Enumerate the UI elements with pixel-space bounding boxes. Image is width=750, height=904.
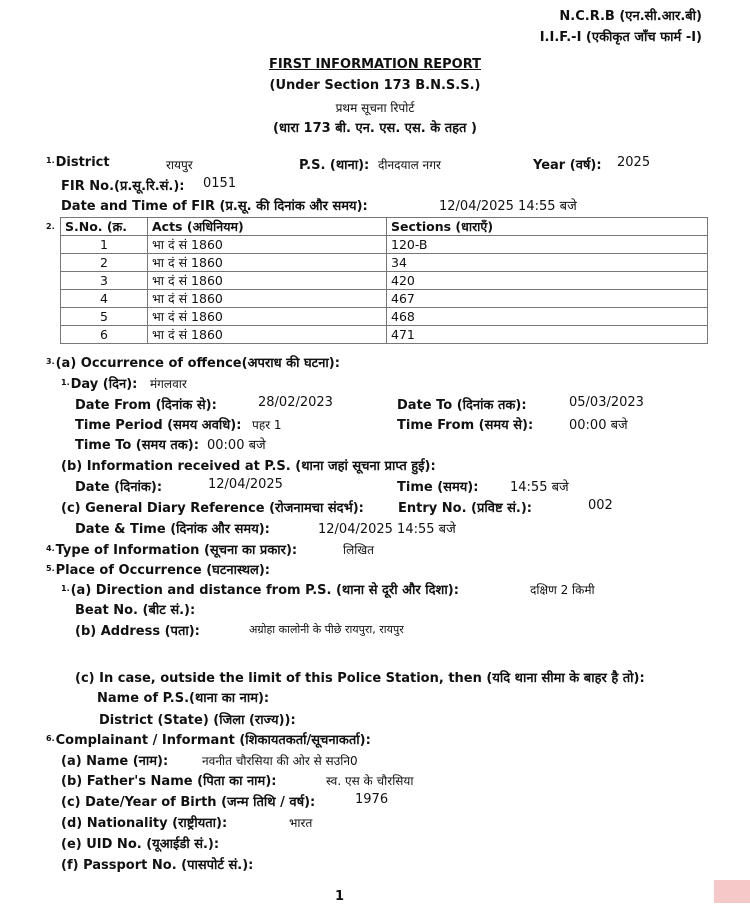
ps-name-label: Name of P.S.(थाना का नाम): bbox=[97, 691, 270, 706]
section-6-complainant bbox=[46, 730, 371, 748]
table-row bbox=[61, 236, 708, 254]
cell-section: 467 bbox=[387, 290, 708, 308]
page-number: 1 bbox=[335, 889, 345, 904]
entry-no-value: 002 bbox=[588, 498, 613, 513]
cell-section: 420 bbox=[387, 272, 708, 290]
iif-label: I.I.F.-I (एकीकृत जाँच फार्म -I) bbox=[539, 30, 702, 45]
cell-act: भा दं सं 1860 bbox=[148, 326, 387, 344]
address-value: अग्रोहा कालोनी के पीछे रायपुरा, रायपुर bbox=[249, 623, 404, 636]
info-received-label: (b) Information received at P.S. (थाना जहां सूचना प्राप्त हुई): bbox=[61, 459, 436, 474]
day-row bbox=[61, 374, 137, 392]
section-number: 6. bbox=[46, 734, 55, 743]
name-value: नवनीत चौरसिया की ओर से सउनि0 bbox=[202, 754, 358, 768]
cell-act: भा दं सं 1860 bbox=[148, 236, 387, 254]
place-label: Place of Occurrence (घटनास्थल): bbox=[55, 563, 271, 578]
section-4-type bbox=[46, 540, 297, 558]
gd-datetime-label: Date & Time (दिनांक और समय): bbox=[75, 522, 270, 537]
cell-act: भा दं सं 1860 bbox=[148, 272, 387, 290]
cell-section: 120-B bbox=[387, 236, 708, 254]
table-row bbox=[61, 308, 708, 326]
received-date-label: Date (दिनांक): bbox=[75, 480, 163, 495]
report-title: FIRST INFORMATION REPORT bbox=[268, 57, 482, 72]
year-label: Year (वर्ष): bbox=[533, 158, 602, 173]
fir-datetime-value: 12/04/2025 14:55 बजे bbox=[439, 199, 577, 214]
table-row bbox=[61, 254, 708, 272]
uid-label: (e) UID No. (यूआईडी सं.): bbox=[61, 837, 220, 852]
time-to-value: 00:00 बजे bbox=[207, 438, 266, 453]
date-from-label: Date From (दिनांक से): bbox=[75, 398, 217, 413]
father-name-label: (b) Father's Name (पिता का नाम): bbox=[61, 774, 277, 789]
day-label: Day (दिन): bbox=[70, 377, 138, 392]
time-period-label: Time Period (समय अवधि): bbox=[75, 418, 242, 433]
section-3-occurrence bbox=[46, 353, 340, 371]
table-header-row bbox=[61, 218, 708, 236]
ps-value: दीनदयाल नगर bbox=[378, 158, 441, 172]
cell-sno: 5 bbox=[61, 308, 148, 326]
date-to-value: 05/03/2023 bbox=[569, 395, 644, 410]
cell-act: भा दं सं 1860 bbox=[148, 290, 387, 308]
table-row bbox=[61, 272, 708, 290]
cell-act: भा दं सं 1860 bbox=[148, 308, 387, 326]
section-hindi: (धारा 173 बी. एन. एस. एस. के तहत ) bbox=[273, 121, 477, 136]
time-period-value: पहर 1 bbox=[252, 418, 282, 432]
gd-datetime-value: 12/04/2025 14:55 बजे bbox=[318, 522, 456, 537]
district-label: District bbox=[55, 155, 110, 170]
district-state-label: District (State) (जिला (राज्य)): bbox=[99, 713, 296, 728]
cell-sno: 4 bbox=[61, 290, 148, 308]
entry-no-label: Entry No. (प्रविष्ट सं.): bbox=[398, 501, 532, 516]
direction-label: (a) Direction and distance from P.S. (थाना से दूरी और दिशा): bbox=[70, 583, 459, 598]
col-sections: Sections (धाराएँ) bbox=[387, 218, 708, 236]
title-hindi: प्रथम सूचना रिपोर्ट bbox=[335, 101, 415, 115]
passport-label: (f) Passport No. (पासपोर्ट सं.): bbox=[61, 858, 254, 873]
received-date-value: 12/04/2025 bbox=[208, 477, 283, 492]
dob-value: 1976 bbox=[355, 792, 389, 807]
beat-no-label: Beat No. (बीट सं.): bbox=[75, 603, 196, 618]
cell-section: 468 bbox=[387, 308, 708, 326]
received-time-value: 14:55 बजे bbox=[510, 480, 569, 495]
section-5-place bbox=[46, 560, 270, 578]
under-section: (Under Section 173 B.N.S.S.) bbox=[269, 78, 481, 93]
section-number: 4. bbox=[46, 544, 55, 553]
fir-label: FIR No.(प्र.सू.रि.सं.): bbox=[61, 179, 185, 194]
type-info-label: Type of Information (सूचना का प्रकार): bbox=[55, 543, 298, 558]
section-number: 5. bbox=[46, 564, 55, 573]
cell-sno: 1 bbox=[61, 236, 148, 254]
cell-section: 471 bbox=[387, 326, 708, 344]
nationality-label: (d) Nationality (राष्ट्रीयता): bbox=[61, 816, 228, 831]
section-2-number: 2. bbox=[46, 222, 55, 231]
time-from-label: Time From (समय से): bbox=[397, 418, 534, 433]
table-row bbox=[61, 326, 708, 344]
direction-row bbox=[61, 580, 459, 598]
table-row bbox=[61, 290, 708, 308]
district-value: रायपुर bbox=[166, 158, 193, 172]
date-to-label: Date To (दिनांक तक): bbox=[397, 398, 527, 413]
ps-label: P.S. (थाना): bbox=[299, 158, 370, 173]
date-from-value: 28/02/2023 bbox=[258, 395, 333, 410]
type-info-value: लिखित bbox=[343, 543, 375, 557]
cell-sno: 2 bbox=[61, 254, 148, 272]
fir-value: 0151 bbox=[203, 176, 237, 191]
acts-table bbox=[60, 217, 708, 344]
complainant-label: Complainant / Informant (शिकायतकर्ता/सूचनाकर्ता): bbox=[55, 733, 371, 748]
col-sno: S.No. (क्र. bbox=[61, 218, 148, 236]
year-value: 2025 bbox=[617, 155, 651, 170]
col-acts: Acts (अधिनियम) bbox=[148, 218, 387, 236]
day-value: मंगलवार bbox=[150, 377, 187, 391]
corner-mark bbox=[714, 880, 750, 903]
ncrb-label: N.C.R.B (एन.सी.आर.बी) bbox=[559, 9, 702, 24]
name-label: (a) Name (नाम): bbox=[61, 754, 169, 769]
section-number: 3. bbox=[46, 357, 55, 366]
address-label: (b) Address (पता): bbox=[75, 624, 200, 639]
occurrence-label: (a) Occurrence of offence(अपराध की घटना): bbox=[55, 356, 340, 371]
cell-act: भा दं सं 1860 bbox=[148, 254, 387, 272]
cell-section: 34 bbox=[387, 254, 708, 272]
father-name-value: स्व. एस के चौरसिया bbox=[326, 774, 414, 788]
nationality-value: भारत bbox=[289, 816, 313, 830]
sub-number: 1. bbox=[61, 584, 70, 593]
outside-limit-label: (c) In case, outside the limit of this Police Station, then (यदि थाना सीमा के बाहर है तो): bbox=[75, 671, 645, 686]
time-to-label: Time To (समय तक): bbox=[75, 438, 199, 453]
direction-value: दक्षिण 2 किमी bbox=[530, 583, 595, 597]
fir-datetime-label: Date and Time of FIR (प्र.सू. की दिनांक और समय): bbox=[61, 199, 368, 214]
received-time-label: Time (समय): bbox=[397, 480, 479, 495]
cell-sno: 6 bbox=[61, 326, 148, 344]
cell-sno: 3 bbox=[61, 272, 148, 290]
section-1-district bbox=[46, 155, 110, 170]
section-number: 1. bbox=[46, 156, 55, 165]
sub-number: 1. bbox=[61, 378, 70, 387]
time-from-value: 00:00 बजे bbox=[569, 418, 628, 433]
dob-label: (c) Date/Year of Birth (जन्म तिथि / वर्ष): bbox=[61, 795, 316, 810]
gd-reference-label: (c) General Diary Reference (रोजनामचा संदर्भ): bbox=[61, 501, 364, 516]
